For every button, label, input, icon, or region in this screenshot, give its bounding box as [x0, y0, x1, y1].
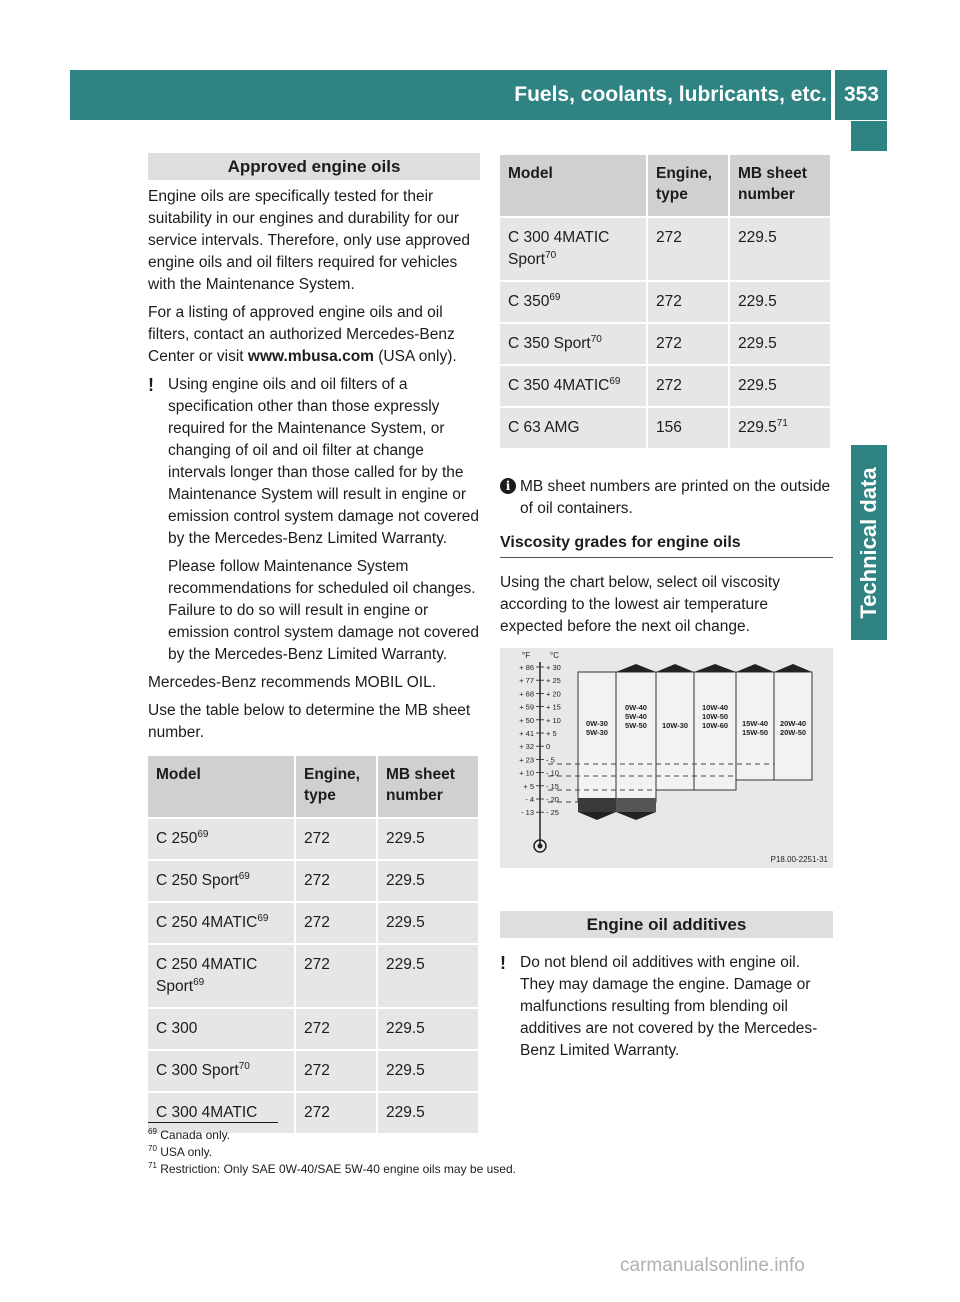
side-tab-label: Technical data	[851, 445, 887, 640]
column-header: Model	[148, 756, 294, 817]
model-cell: C 300 4MATIC Sport$^{70}$	[500, 218, 646, 280]
model-cell: C 63 AMG	[500, 408, 646, 448]
engine-cell: 272	[648, 366, 728, 406]
f-tick-label: + 59	[519, 702, 534, 712]
grade-label: 20W-50	[779, 728, 807, 737]
engine-cell: 272	[296, 819, 376, 859]
viscosity-chart-svg	[500, 648, 833, 868]
website-link[interactable]: www.mbusa.com	[247, 348, 374, 365]
column-header: Model	[500, 155, 646, 216]
footnote: $^{70}$ USA only.	[148, 1144, 213, 1159]
grade-arrow	[774, 664, 812, 672]
table-row	[148, 1051, 478, 1091]
f-tick-label: + 23	[519, 755, 534, 765]
c-tick-label: + 5	[546, 729, 557, 738]
grade-label: 0W-40	[625, 703, 647, 712]
grade-arrow	[578, 812, 616, 820]
table-row	[148, 903, 478, 943]
grade-label: 20W-40	[779, 719, 807, 728]
thermometer-bulb-core	[538, 844, 543, 849]
model-cell: C 300	[148, 1009, 294, 1049]
engine-cell: 272	[648, 282, 728, 322]
grade-arrow	[694, 664, 736, 672]
footnotes	[148, 1125, 848, 1178]
section-heading: Engine oil additives	[500, 911, 833, 938]
c-tick-label: + 30	[546, 663, 561, 672]
right-column	[500, 153, 833, 1068]
sheet-cell: 229.5	[378, 1093, 478, 1133]
model-cell: C 300 4MATIC	[148, 1093, 294, 1133]
sheet-cell: 229.5	[378, 1051, 478, 1091]
table-row	[500, 282, 830, 322]
table-row	[148, 945, 478, 1007]
f-tick-label: + 5	[523, 781, 534, 791]
paragraph: Mercedes-Benz recommends MOBIL OIL.	[148, 674, 436, 691]
engine-cell: 272	[296, 1093, 376, 1133]
info-note: i MB sheet numbers are printed on the outside of oil containers.	[500, 476, 833, 520]
paragraph: Using the chart below, select oil viscosity according to the lowest air temperature expected before the next oil change.	[500, 574, 780, 635]
grade-label: 5W-30	[586, 728, 608, 737]
engine-cell: 272	[296, 1009, 376, 1049]
model-cell: C 350 Sport$^{70}$	[500, 324, 646, 364]
c-tick-label: + 20	[546, 689, 561, 699]
warning-note: ! Do not blend oil additives with engine oil. They may damage the engine. Damage or malfunctions resulting from blending oil additives are not covered by the Mercedes-Benz Limited Warranty.	[500, 953, 818, 1059]
model-cell: C 250 4MATIC Sport$^{69}$	[148, 945, 294, 1007]
engine-cell: 272	[296, 903, 376, 943]
table-row	[500, 218, 830, 280]
sheet-cell: 229.5	[378, 903, 478, 943]
model-cell: C 250 Sport$^{69}$	[148, 861, 294, 901]
warning-icon: !	[148, 375, 154, 395]
paragraph: Engine oils are specifically tested for their suitability in our engines and durability for our service intervals. Therefore, only use approved engine oils and oil filters required for vehicles with the Maintenance System.	[148, 188, 470, 293]
sheet-cell: 229.5	[378, 819, 478, 859]
grade-box	[656, 672, 694, 790]
table-row	[500, 366, 830, 406]
engine-cell: 272	[296, 945, 376, 1007]
f-tick-label: + 41	[519, 729, 534, 738]
footnote: $^{69}$ Canada only.	[148, 1127, 231, 1142]
section-heading: Approved engine oils	[148, 153, 480, 180]
c-tick-label: - 15	[546, 781, 559, 791]
viscosity-chart	[500, 648, 833, 868]
grade-arrow	[656, 664, 694, 672]
paragraph: Use the table below to determine the MB sheet number.	[148, 702, 471, 741]
header-divider	[831, 70, 835, 120]
axis-unit-c: °C	[550, 651, 559, 660]
sheet-cell: 229.5	[730, 218, 830, 280]
grade-label: 0W-30	[586, 719, 608, 728]
c-tick-label: - 20	[546, 795, 559, 804]
grade-label: 10W-30	[661, 721, 689, 730]
left-column	[148, 153, 480, 1135]
f-tick-label: - 13	[521, 808, 534, 818]
grade-arrow	[736, 664, 774, 672]
paragraph: For a listing of approved engine oils and oil filters, contact an authorized Mercedes-Benz Center or visit www.mbusa.com (USA only).	[148, 304, 457, 365]
f-tick-label: - 4	[525, 795, 534, 804]
table-row	[500, 408, 830, 448]
sheet-cell: 229.5	[730, 324, 830, 364]
c-tick-label: + 15	[546, 702, 561, 712]
grade-label: 10W-40	[701, 703, 729, 712]
f-tick-label: + 10	[519, 768, 534, 778]
model-cell: C 350 4MATIC$^{69}$	[500, 366, 646, 406]
axis-unit-f: °F	[522, 651, 531, 660]
c-tick-label: + 10	[546, 715, 561, 725]
footnote: $^{71}$ Restriction: Only SAE 0W-40/SAE 5W-40 engine oils may be used.	[148, 1161, 516, 1176]
page-number: 353	[843, 83, 879, 106]
sheet-cell: 229.5	[730, 282, 830, 322]
engine-cell: 156	[648, 408, 728, 448]
f-tick-label: + 68	[519, 689, 534, 699]
column-header: MB sheet number	[378, 756, 478, 817]
grade-fill-dark	[616, 798, 656, 812]
column-header: Engine, type	[296, 756, 376, 817]
f-tick-label: + 86	[519, 663, 534, 672]
c-tick-label: + 25	[546, 676, 561, 686]
footnote-rule	[148, 1122, 278, 1123]
figure-code: P18.00-2251-31	[770, 855, 828, 864]
table-row	[500, 324, 830, 364]
table-row	[148, 819, 478, 859]
engine-cell: 272	[648, 218, 728, 280]
model-cell: C 300 Sport$^{70}$	[148, 1051, 294, 1091]
page-header	[70, 70, 887, 120]
grade-label: 10W-50	[701, 712, 729, 721]
grade-label: 15W-50	[741, 728, 769, 737]
c-tick-label: 0	[546, 742, 551, 752]
grade-box	[616, 672, 656, 802]
header-title: Fuels, coolants, lubricants, etc.	[514, 83, 827, 106]
c-tick-label: - 10	[546, 768, 559, 778]
column-header: Engine, type	[648, 155, 728, 216]
grade-label: 10W-60	[701, 721, 729, 730]
engine-cell: 272	[296, 1051, 376, 1091]
grade-label: 15W-40	[741, 719, 769, 728]
model-cell: C $350^{69}$	[500, 282, 646, 322]
model-cell: C $250^{69}$	[148, 819, 294, 859]
f-tick-label: + 32	[519, 742, 534, 752]
grade-arrow	[616, 812, 656, 820]
sheet-cell: 229.5	[378, 1009, 478, 1049]
column-header: MB sheet number	[730, 155, 830, 216]
watermark: carmanualsonline.info	[620, 1255, 805, 1276]
sheet-cell: 229.5	[378, 861, 478, 901]
warning-icon: !	[500, 953, 506, 973]
grade-box	[578, 672, 616, 802]
table-row	[148, 1009, 478, 1049]
grade-box	[694, 672, 736, 790]
sheet-cell: 229.5$^{71}$	[730, 408, 830, 448]
info-icon: i	[500, 478, 516, 494]
engine-cell: 272	[648, 324, 728, 364]
side-tab-top	[851, 121, 887, 151]
engine-cell: 272	[296, 861, 376, 901]
warning-note: ! Using engine oils and oil filters of a specification other than those expressly required for the Maintenance System, or changing of oil and oil filter at change intervals longer than those called for by the Maintenance System will result in engine or emission control system damage not covered by the Mercedes-Benz Limited Warranty. Please follow Maintenance System recommendations for scheduled oil changes. Failure to do so will result in engine or emission control system damage not covered by the Mercedes-Benz Limited Warranty.	[148, 375, 480, 663]
mb-sheet-table	[146, 754, 480, 1135]
f-tick-label: + 50	[519, 715, 534, 725]
grade-arrow	[616, 664, 656, 672]
subsection-heading: Viscosity grades for engine oils	[500, 532, 833, 558]
sheet-cell: 229.5	[730, 366, 830, 406]
c-tick-label: - 5	[546, 755, 555, 765]
c-tick-label: - 25	[546, 808, 559, 818]
grade-label: 5W-50	[625, 721, 647, 730]
table-row	[148, 861, 478, 901]
grade-label: 5W-40	[625, 712, 647, 721]
model-cell: C 250 4MATIC$^{69}$	[148, 903, 294, 943]
sheet-cell: 229.5	[378, 945, 478, 1007]
mb-sheet-table	[498, 153, 832, 450]
f-tick-label: + 77	[519, 676, 534, 686]
